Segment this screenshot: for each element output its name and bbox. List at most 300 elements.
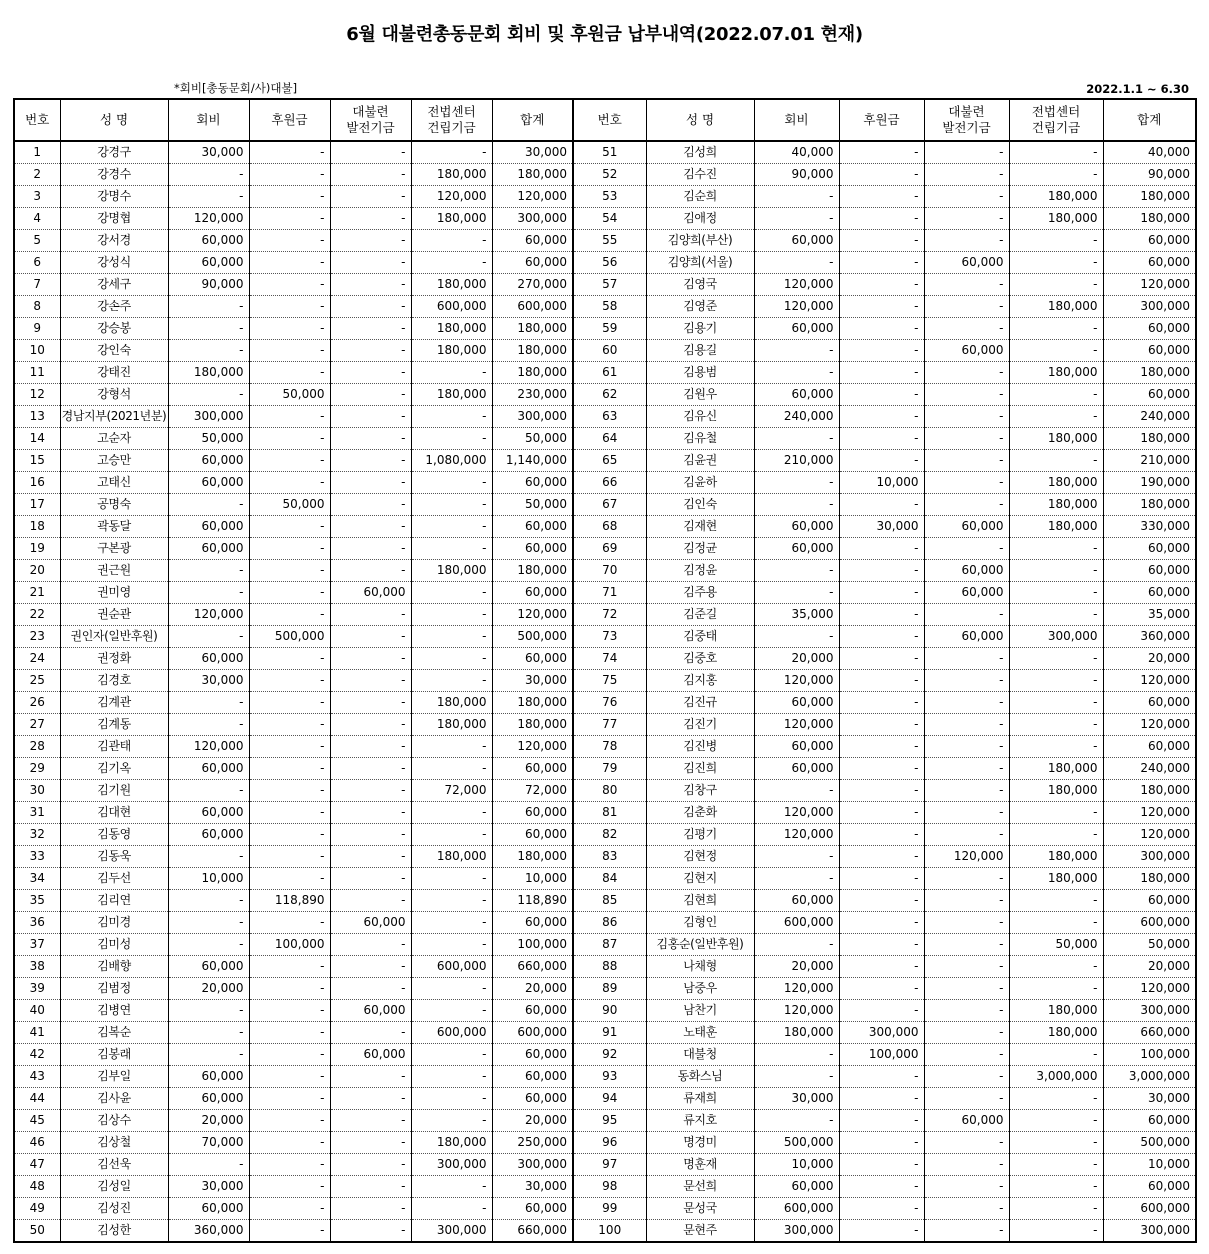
row-number-cell: 24 (14, 648, 60, 670)
header-cell: 대불련 발전기금 (330, 99, 411, 141)
member-name-cell: 김용범 (646, 362, 754, 384)
donation-cell: 30,000 (839, 516, 924, 538)
development-fund-cell: - (924, 384, 1009, 406)
dues-cell: - (754, 934, 839, 956)
row-number-cell: 47 (14, 1154, 60, 1176)
donation-cell: - (249, 1066, 330, 1088)
center-fund-cell: - (411, 604, 492, 626)
row-number-cell: 97 (573, 1154, 646, 1176)
row-number-cell: 91 (573, 1022, 646, 1044)
dues-cell: 120,000 (754, 670, 839, 692)
development-fund-cell: - (330, 208, 411, 230)
center-fund-cell: 120,000 (411, 186, 492, 208)
member-name-cell: 김부일 (60, 1066, 168, 1088)
dues-cell: - (168, 494, 249, 516)
development-fund-cell: - (924, 912, 1009, 934)
total-cell: 210,000 (1103, 450, 1196, 472)
development-fund-cell: - (330, 978, 411, 1000)
dues-cell: 60,000 (168, 230, 249, 252)
development-fund-cell: - (330, 648, 411, 670)
total-cell: 180,000 (492, 362, 573, 384)
table-row (14, 582, 1196, 604)
center-fund-cell: - (1009, 1088, 1103, 1110)
center-fund-cell: - (411, 428, 492, 450)
donation-cell: 300,000 (839, 1022, 924, 1044)
development-fund-cell: 60,000 (330, 1044, 411, 1066)
member-name-cell: 문선희 (646, 1176, 754, 1198)
total-cell: 180,000 (1103, 208, 1196, 230)
row-number-cell: 70 (573, 560, 646, 582)
total-cell: 100,000 (492, 934, 573, 956)
center-fund-cell: - (411, 912, 492, 934)
row-number-cell: 74 (573, 648, 646, 670)
development-fund-cell: - (330, 252, 411, 274)
total-cell: 1,140,000 (492, 450, 573, 472)
center-fund-cell: 180,000 (411, 318, 492, 340)
table-row (14, 714, 1196, 736)
member-name-cell: 김봉래 (60, 1044, 168, 1066)
table-row (14, 164, 1196, 186)
center-fund-cell: 180,000 (1009, 1022, 1103, 1044)
row-number-cell: 8 (14, 296, 60, 318)
total-cell: 120,000 (1103, 714, 1196, 736)
table-row (14, 1154, 1196, 1176)
member-name-cell: 김계관 (60, 692, 168, 714)
row-number-cell: 82 (573, 824, 646, 846)
development-fund-cell: 60,000 (924, 252, 1009, 274)
dues-cell: 60,000 (168, 758, 249, 780)
total-cell: 120,000 (1103, 274, 1196, 296)
row-number-cell: 3 (14, 186, 60, 208)
dues-cell: - (168, 164, 249, 186)
row-number-cell: 65 (573, 450, 646, 472)
table-row (14, 362, 1196, 384)
total-cell: 60,000 (492, 538, 573, 560)
total-cell: 240,000 (1103, 406, 1196, 428)
development-fund-cell: - (924, 472, 1009, 494)
total-cell: 120,000 (1103, 824, 1196, 846)
total-cell: 40,000 (1103, 141, 1196, 164)
row-number-cell: 93 (573, 1066, 646, 1088)
dues-cell: 300,000 (754, 1220, 839, 1243)
total-cell: 500,000 (1103, 1132, 1196, 1154)
total-cell: 60,000 (492, 1000, 573, 1022)
donation-cell: - (249, 1132, 330, 1154)
dues-cell: 30,000 (168, 1176, 249, 1198)
center-fund-cell: - (1009, 560, 1103, 582)
dues-cell: 60,000 (168, 516, 249, 538)
development-fund-cell: - (924, 1154, 1009, 1176)
dues-cell: 60,000 (754, 384, 839, 406)
center-fund-cell: - (1009, 736, 1103, 758)
development-fund-cell: - (924, 1132, 1009, 1154)
member-name-cell: 김미경 (60, 912, 168, 934)
center-fund-cell: - (411, 406, 492, 428)
center-fund-cell: 3,000,000 (1009, 1066, 1103, 1088)
member-name-cell: 김현정 (646, 846, 754, 868)
donation-cell: - (249, 208, 330, 230)
table-body (14, 141, 1196, 1242)
dues-cell: 20,000 (168, 1110, 249, 1132)
member-name-cell: 김양희(부산) (646, 230, 754, 252)
row-number-cell: 5 (14, 230, 60, 252)
donation-cell: - (839, 1176, 924, 1198)
dues-cell: 500,000 (754, 1132, 839, 1154)
total-cell: 180,000 (492, 714, 573, 736)
center-fund-cell: 600,000 (411, 956, 492, 978)
total-cell: 60,000 (1103, 384, 1196, 406)
row-number-cell: 100 (573, 1220, 646, 1243)
row-number-cell: 40 (14, 1000, 60, 1022)
total-cell: 60,000 (492, 802, 573, 824)
center-fund-cell: 180,000 (411, 208, 492, 230)
table-row (14, 141, 1196, 164)
dues-cell: 60,000 (168, 472, 249, 494)
center-fund-cell: - (1009, 1132, 1103, 1154)
development-fund-cell: - (330, 450, 411, 472)
donation-cell: - (249, 406, 330, 428)
period-label: 2022.1.1 ~ 6.30 (1086, 82, 1189, 96)
member-name-cell: 곽동달 (60, 516, 168, 538)
development-fund-cell: 120,000 (924, 846, 1009, 868)
development-fund-cell: - (330, 758, 411, 780)
dues-cell: - (754, 428, 839, 450)
center-fund-cell: 72,000 (411, 780, 492, 802)
member-name-cell: 김범정 (60, 978, 168, 1000)
center-fund-cell: - (411, 934, 492, 956)
dues-cell: - (754, 626, 839, 648)
header-cell: 후원금 (249, 99, 330, 141)
header-cell: 합계 (1103, 99, 1196, 141)
total-cell: 60,000 (1103, 252, 1196, 274)
dues-cell: - (168, 1154, 249, 1176)
header-cell: 성 명 (60, 99, 168, 141)
row-number-cell: 54 (573, 208, 646, 230)
total-cell: 10,000 (1103, 1154, 1196, 1176)
total-cell: 50,000 (492, 494, 573, 516)
member-name-cell: 김두선 (60, 868, 168, 890)
dues-cell: - (754, 780, 839, 802)
donation-cell: - (839, 1088, 924, 1110)
dues-cell: 70,000 (168, 1132, 249, 1154)
total-cell: 60,000 (1103, 560, 1196, 582)
center-fund-cell: - (1009, 538, 1103, 560)
center-fund-cell: 180,000 (411, 384, 492, 406)
member-name-cell: 김선욱 (60, 1154, 168, 1176)
dues-cell: 60,000 (754, 230, 839, 252)
total-cell: 60,000 (492, 824, 573, 846)
table-row (14, 802, 1196, 824)
table-row (14, 274, 1196, 296)
row-number-cell: 94 (573, 1088, 646, 1110)
center-fund-cell: - (411, 472, 492, 494)
center-fund-cell: - (1009, 802, 1103, 824)
member-name-cell: 김동영 (60, 824, 168, 846)
donation-cell: - (839, 1154, 924, 1176)
donation-cell: 100,000 (839, 1044, 924, 1066)
table-row (14, 450, 1196, 472)
dues-cell: - (168, 186, 249, 208)
donation-cell: - (839, 340, 924, 362)
header-cell: 후원금 (839, 99, 924, 141)
row-number-cell: 20 (14, 560, 60, 582)
total-cell: 60,000 (492, 230, 573, 252)
member-name-cell: 류지호 (646, 1110, 754, 1132)
donation-cell: - (249, 1176, 330, 1198)
donation-cell: - (839, 934, 924, 956)
donation-cell: - (839, 846, 924, 868)
dues-cell: 60,000 (168, 450, 249, 472)
development-fund-cell: - (330, 1198, 411, 1220)
row-number-cell: 81 (573, 802, 646, 824)
member-name-cell: 김현희 (646, 890, 754, 912)
dues-cell: 60,000 (168, 1066, 249, 1088)
row-number-cell: 17 (14, 494, 60, 516)
development-fund-cell: - (924, 141, 1009, 164)
total-cell: 20,000 (1103, 956, 1196, 978)
center-fund-cell: - (411, 1110, 492, 1132)
total-cell: 30,000 (492, 1176, 573, 1198)
dues-cell: 600,000 (754, 912, 839, 934)
development-fund-cell: - (924, 1044, 1009, 1066)
member-name-cell: 강형석 (60, 384, 168, 406)
development-fund-cell: - (924, 802, 1009, 824)
donation-cell: 50,000 (249, 384, 330, 406)
center-fund-cell: - (1009, 450, 1103, 472)
member-name-cell: 김창구 (646, 780, 754, 802)
center-fund-cell: 180,000 (1009, 868, 1103, 890)
center-fund-cell: 180,000 (1009, 846, 1103, 868)
row-number-cell: 79 (573, 758, 646, 780)
member-name-cell: 고태신 (60, 472, 168, 494)
member-name-cell: 명훈재 (646, 1154, 754, 1176)
development-fund-cell: 60,000 (924, 340, 1009, 362)
row-number-cell: 4 (14, 208, 60, 230)
development-fund-cell: - (924, 296, 1009, 318)
member-name-cell: 김준길 (646, 604, 754, 626)
dues-cell: - (168, 318, 249, 340)
row-number-cell: 86 (573, 912, 646, 934)
center-fund-cell: 180,000 (411, 274, 492, 296)
development-fund-cell: - (924, 1022, 1009, 1044)
development-fund-cell: - (330, 406, 411, 428)
member-name-cell: 김병연 (60, 1000, 168, 1022)
center-fund-cell: 600,000 (411, 1022, 492, 1044)
donation-cell: - (249, 1220, 330, 1243)
row-number-cell: 62 (573, 384, 646, 406)
member-name-cell: 김평기 (646, 824, 754, 846)
center-fund-cell: - (1009, 912, 1103, 934)
donation-cell: - (839, 1198, 924, 1220)
total-cell: 90,000 (1103, 164, 1196, 186)
total-cell: 180,000 (492, 560, 573, 582)
donation-cell: - (249, 230, 330, 252)
total-cell: 600,000 (1103, 912, 1196, 934)
member-name-cell: 김윤권 (646, 450, 754, 472)
donation-cell: - (839, 1000, 924, 1022)
development-fund-cell: - (924, 1066, 1009, 1088)
donation-cell: - (839, 1110, 924, 1132)
table-row (14, 648, 1196, 670)
member-name-cell: 강서경 (60, 230, 168, 252)
member-name-cell: 김상수 (60, 1110, 168, 1132)
row-number-cell: 63 (573, 406, 646, 428)
development-fund-cell: 60,000 (924, 560, 1009, 582)
table-row (14, 1198, 1196, 1220)
center-fund-cell: 180,000 (1009, 1000, 1103, 1022)
row-number-cell: 50 (14, 1220, 60, 1243)
total-cell: 240,000 (1103, 758, 1196, 780)
donation-cell: - (249, 472, 330, 494)
row-number-cell: 59 (573, 318, 646, 340)
donation-cell: - (839, 296, 924, 318)
row-number-cell: 80 (573, 780, 646, 802)
member-name-cell: 김복순 (60, 1022, 168, 1044)
total-cell: 600,000 (492, 1022, 573, 1044)
member-name-cell: 김윤하 (646, 472, 754, 494)
total-cell: 660,000 (492, 956, 573, 978)
dues-cell: 30,000 (168, 670, 249, 692)
donation-cell: - (839, 230, 924, 252)
row-number-cell: 12 (14, 384, 60, 406)
dues-cell: 60,000 (168, 1088, 249, 1110)
dues-cell: 60,000 (168, 252, 249, 274)
center-fund-cell: 180,000 (1009, 780, 1103, 802)
development-fund-cell: - (330, 670, 411, 692)
dues-cell: 120,000 (754, 978, 839, 1000)
member-name-cell: 김용기 (646, 318, 754, 340)
total-cell: 35,000 (1103, 604, 1196, 626)
development-fund-cell: - (330, 186, 411, 208)
member-name-cell: 김기원 (60, 780, 168, 802)
donation-cell: - (249, 868, 330, 890)
total-cell: 60,000 (492, 912, 573, 934)
total-cell: 300,000 (1103, 1000, 1196, 1022)
dues-cell: - (754, 846, 839, 868)
development-fund-cell: - (924, 1176, 1009, 1198)
row-number-cell: 52 (573, 164, 646, 186)
total-cell: 60,000 (492, 758, 573, 780)
member-name-cell: 김인숙 (646, 494, 754, 516)
member-name-cell: 김진희 (646, 758, 754, 780)
member-name-cell: 강경수 (60, 164, 168, 186)
row-number-cell: 83 (573, 846, 646, 868)
member-name-cell: 고순자 (60, 428, 168, 450)
row-number-cell: 44 (14, 1088, 60, 1110)
donation-cell: - (249, 780, 330, 802)
header-cell: 전법센터 건립기금 (411, 99, 492, 141)
table-row (14, 978, 1196, 1000)
center-fund-cell: 600,000 (411, 296, 492, 318)
total-cell: 60,000 (1103, 692, 1196, 714)
donation-cell: - (249, 758, 330, 780)
total-cell: 250,000 (492, 1132, 573, 1154)
row-number-cell: 18 (14, 516, 60, 538)
donation-cell: - (839, 758, 924, 780)
table-row (14, 846, 1196, 868)
table-row (14, 824, 1196, 846)
dues-cell: - (754, 494, 839, 516)
donation-cell: - (249, 1022, 330, 1044)
donation-cell: - (249, 802, 330, 824)
donation-cell: - (839, 978, 924, 1000)
center-fund-cell: - (1009, 1176, 1103, 1198)
center-fund-cell: - (1009, 1220, 1103, 1243)
member-name-cell: 경남지부(2021년분) (60, 406, 168, 428)
dues-cell: 120,000 (168, 736, 249, 758)
member-name-cell: 김진규 (646, 692, 754, 714)
member-name-cell: 김계동 (60, 714, 168, 736)
total-cell: 60,000 (492, 648, 573, 670)
row-number-cell: 51 (573, 141, 646, 164)
development-fund-cell: - (924, 274, 1009, 296)
row-number-cell: 96 (573, 1132, 646, 1154)
row-number-cell: 75 (573, 670, 646, 692)
row-number-cell: 99 (573, 1198, 646, 1220)
table-row (14, 516, 1196, 538)
row-number-cell: 88 (573, 956, 646, 978)
header-cell: 합계 (492, 99, 573, 141)
center-fund-cell: - (1009, 1198, 1103, 1220)
center-fund-cell: - (1009, 670, 1103, 692)
donation-cell: - (249, 714, 330, 736)
member-name-cell: 김동욱 (60, 846, 168, 868)
donation-cell: - (249, 1110, 330, 1132)
development-fund-cell: - (924, 670, 1009, 692)
dues-cell: - (754, 186, 839, 208)
development-fund-cell: - (924, 934, 1009, 956)
center-fund-cell: - (411, 1198, 492, 1220)
center-fund-cell: - (1009, 978, 1103, 1000)
total-cell: 180,000 (492, 846, 573, 868)
dues-cell: - (754, 362, 839, 384)
center-fund-cell: - (1009, 406, 1103, 428)
member-name-cell: 권순관 (60, 604, 168, 626)
total-cell: 300,000 (492, 208, 573, 230)
total-cell: 60,000 (1103, 318, 1196, 340)
header-cell: 대불련 발전기금 (924, 99, 1009, 141)
center-fund-cell: - (411, 824, 492, 846)
total-cell: 60,000 (1103, 736, 1196, 758)
development-fund-cell: - (924, 164, 1009, 186)
donation-cell: - (839, 626, 924, 648)
payment-table (13, 98, 1197, 1243)
donation-cell: - (839, 582, 924, 604)
row-number-cell: 95 (573, 1110, 646, 1132)
member-name-cell: 구본광 (60, 538, 168, 560)
donation-cell: - (249, 1044, 330, 1066)
table-row (14, 692, 1196, 714)
row-number-cell: 90 (573, 1000, 646, 1022)
development-fund-cell: - (924, 890, 1009, 912)
dues-cell: 60,000 (168, 1198, 249, 1220)
center-fund-cell: - (411, 230, 492, 252)
donation-cell: - (249, 538, 330, 560)
header-row (14, 99, 1196, 141)
member-name-cell: 김성희 (646, 141, 754, 164)
dues-cell: - (168, 692, 249, 714)
dues-cell: 60,000 (754, 318, 839, 340)
donation-cell: - (839, 538, 924, 560)
member-name-cell: 강손주 (60, 296, 168, 318)
dues-note: *회비[총동문회/사)대불] (174, 81, 298, 95)
center-fund-cell: 50,000 (1009, 934, 1103, 956)
development-fund-cell: - (330, 604, 411, 626)
dues-cell: - (168, 1022, 249, 1044)
center-fund-cell: - (411, 1044, 492, 1066)
donation-cell: - (249, 736, 330, 758)
table-row (14, 868, 1196, 890)
